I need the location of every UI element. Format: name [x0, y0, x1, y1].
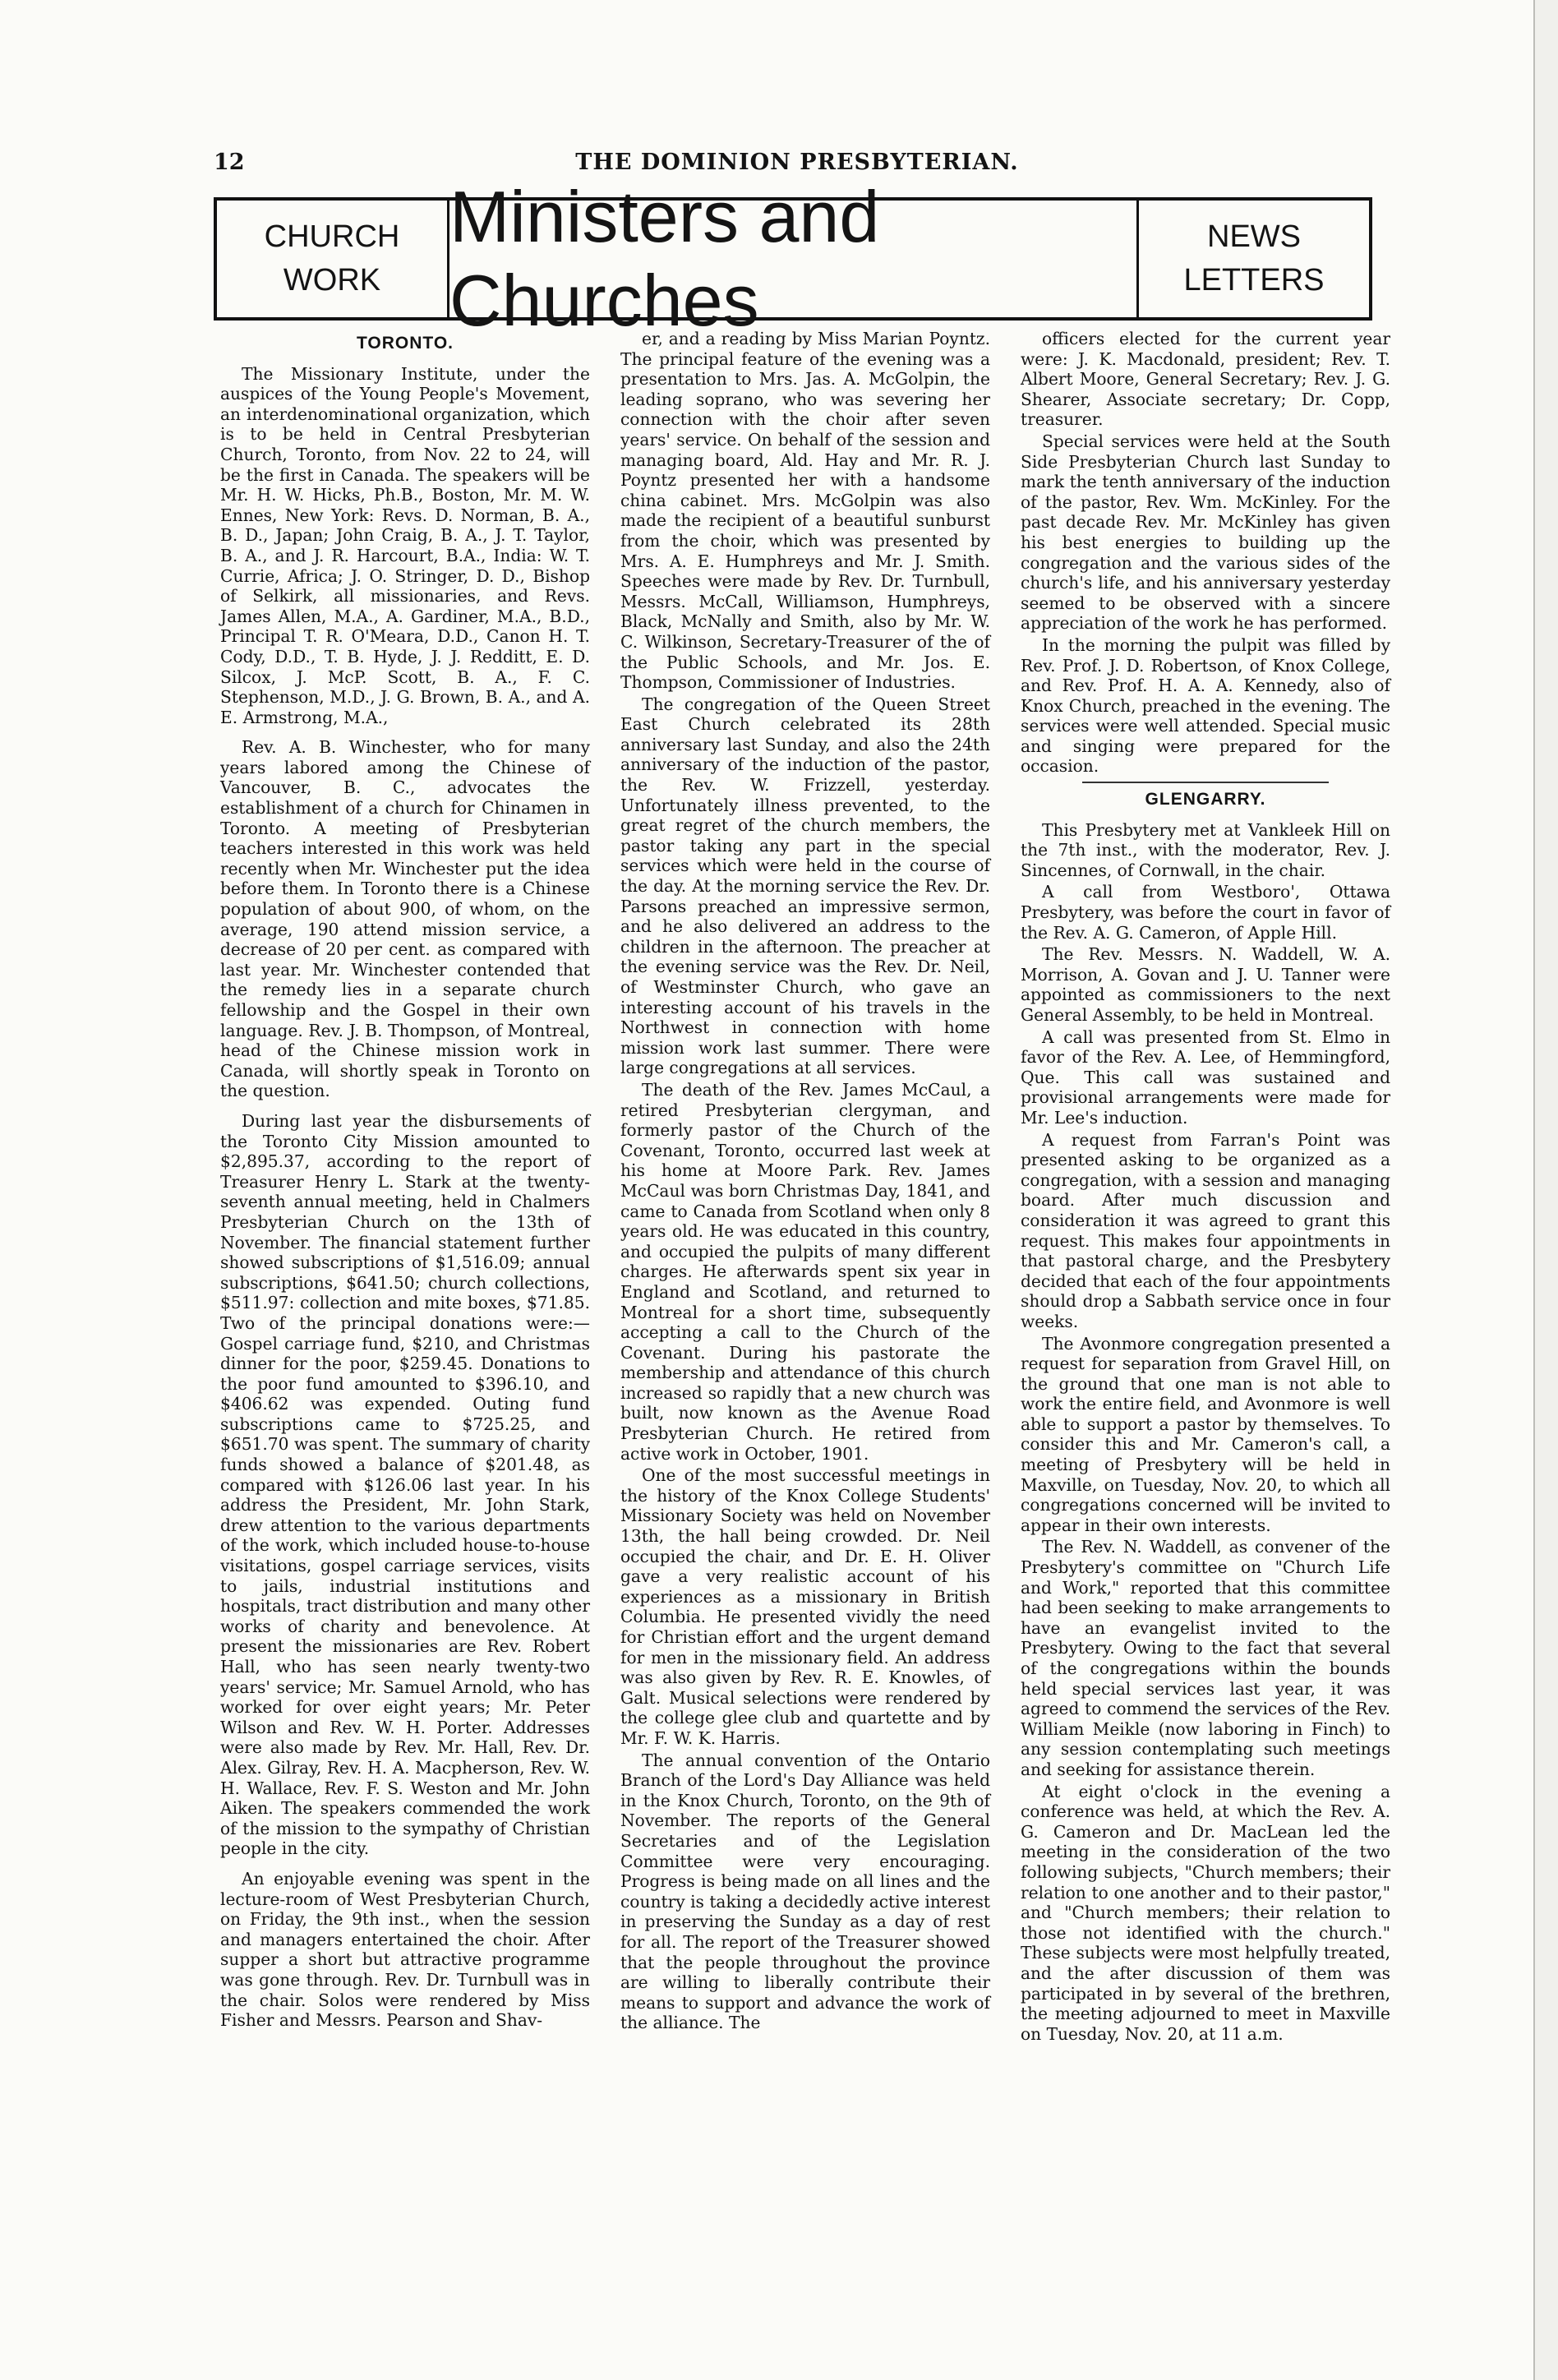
page-edge — [1533, 0, 1558, 2380]
banner-right-line2: LETTERS — [1183, 263, 1325, 298]
article-paragraph: The annual convention of the Ontario Branch of the Lord's Day Alliance was held in the Knox Church, Toronto, on the 9th of November. The reports of the General Secretaries and of the Legislation Committee were very encouraging. Progress is being made on all lines and the country is taking a decidedly active interest in preserving the Sunday as a day of rest for all. The report of the Treasurer showed that the people throughout the province are willing to liberally contribute their means to support and advance the work of the alliance. The — [620, 1750, 990, 2033]
article-paragraph: A request from Farran's Point was presented asking to be organized as a congregation, with a session and managing board. After much discussion and consideration it was agreed to grant this request. This makes four appointments in that pastoral charge, and the Presbytery decided that each of the four appointments should drop a Sabbath service once in four weeks. — [1021, 1129, 1390, 1331]
article-paragraph: Special services were held at the South Side Presbyterian Church last Sunday to mark the tenth anniversary of the induction of the pastor, Rev. Wm. McKinley. For the past decade Rev. Mr. McKinley has given his best energies to building up the congregation and the various sides of the church's life, and his anniversary yesterday seemed to be observed with a sincere appreciation of the work he has performed. — [1021, 431, 1390, 634]
article-paragraph: Rev. A. B. Winchester, who for many years labored among the Chinese of Vancouver, B. C., advocates the establishment of a church for Chinamen in Toronto. A meeting of Presbyterian teachers interested in this work was held recently when Mr. Winchester put the idea before them. In Toronto there is a Chinese population of about 900, of whom, on the average, 190 attend mission service, a decrease of 20 per cent. as compared with last year. Mr. Winchester contended that the remedy lies in a separate church fellowship and the Gospel in their own language. Rev. J. B. Thompson, of Montreal, head of the Chinese mission work in Canada, will shortly speak in Toronto on the question. — [220, 737, 590, 1101]
article-paragraph: The Missionary Institute, under the auspices of the Young People's Movement, an interdenominational organization, which is to be held in Central Presbyterian Church, Toronto, from Nov. 22 to 24, will be the first in Canada. The speakers will be Mr. H. W. Hicks, Ph.B., Boston, Mr. M. W. Ennes, New York: Revs. D. Norman, B. A., B. D., Japan; John Craig, B. A., J. T. Taylor, B. A., and J. R. Harcourt, B.A., India: W. T. Currie, Africa; J. O. Stringer, D. D., Bishop of Selkirk, all missionaries, and Revs. James Allen, M.A., A. Gardiner, M.A., B.D., Principal T. R. O'Meara, D.D., Canon H. T. Cody, D.D., T. B. Hyde, J. J. Redditt, E. D. Silcox, J. McP. Scott, B. A., F. C. Stephenson, M.D., J. G. Brown, B. A., and A. E. Armstrong, M.A., — [220, 363, 590, 727]
article-paragraph: During last year the disbursements of the Toronto City Mission amounted to $2,895.37, according to the report of Treasurer Henry L. Stark at the twenty-seventh annual meeting, held in Chalmers Presbyterian Church on the 13th of November. The financial statement further showed subscriptions of $1,516.09; annual subscriptions, $641.50; church collections, $511.97: collection and mite boxes, $71.85. Two of the principal donations were:—Gospel carriage fund, $210, and Christmas dinner for the poor, $259.45. Donations to the poor fund amounted to $396.10, and $406.62 was expended. Outing fund subscriptions came to $725.25, and $651.70 was spent. The summary of charity funds showed a balance of $201.48, as compared with $126.06 last year. In his address the President, Mr. John Stark, drew attention to the various departments of the work, which included house-to-house visitations, gospel carriage services, visits to jails, industrial institutions and hospitals, tract distribution and many other works of charity and benevolence. At present the missionaries are Rev. Robert Hall, who has seen nearly twenty-two years' service; Mr. Samuel Arnold, who has worked for over eight years; Mr. Peter Wilson and Rev. W. H. Porter. Addresses were also made by Rev. Mr. Hall, Rev. Dr. Alex. Gilray, Rev. H. A. Macpherson, Rev. W. H. Wallace, Rev. F. S. Weston and Mr. John Aiken. The speakers commended the work of the mission to the sympathy of Christian people in the city. — [220, 1110, 590, 1859]
article-paragraph: An enjoyable evening was spent in the lecture-room of West Presbyterian Church, on Friday, the 9th inst., when the session and managers entertained the choir. After supper a short but attractive programme was gone through. Rev. Dr. Turnbull was in the chair. Solos were rendered by Miss Fisher and Messrs. Pearson and Shav- — [220, 1868, 590, 2031]
banner-left-line1: CHURCH — [264, 219, 400, 254]
article-paragraph: This Presbytery met at Vankleek Hill on the 7th inst., with the moderator, Rev. J. Sincennes, of Cornwall, in the chair. — [1021, 819, 1390, 880]
banner-right-box — [1136, 201, 1369, 317]
running-title: THE DOMINION PRESBYTERIAN. — [575, 150, 1019, 175]
article-paragraph: A call from Westboro', Ottawa Presbytery, was before the court in favor of the Rev. A. G. Cameron, of Apple Hill. — [1021, 882, 1390, 943]
section-heading-glengarry: GLENGARRY. — [1145, 790, 1266, 809]
banner-right-line1: NEWS — [1207, 219, 1301, 254]
column-3 — [1021, 329, 1390, 2046]
banner-title: Ministers and Churches — [449, 176, 880, 341]
column-1 — [220, 329, 590, 2041]
article-paragraph: In the morning the pulpit was filled by Rev. Prof. J. D. Robertson, of Knox College, and Rev. Prof. H. A. A. Kennedy, also of Knox Church, preached in the evening. The services were well attended. Special music and singing were prepared for the occasion. — [1021, 634, 1390, 777]
article-paragraph: At eight o'clock in the evening a conference was held, at which the Rev. A. G. Cameron and Dr. MacLean led the meeting in the consideration of the two following subjects, "Church members; their relation to one another and to their pastor," and "Church members; their relation to those not identified with the church." These subjects were most helpfully treated, and the after discussion of them was participated in by several of the brethren, the meeting adjourned to meet in Maxville on Tuesday, Nov. 20, at 11 a.m. — [1021, 1781, 1390, 2044]
article-paragraph: er, and a reading by Miss Marian Poyntz. The principal feature of the evening was a presentation to Mrs. Jas. A. McGolpin, the leading soprano, who was severing her connection with the choir after seven years' service. On behalf of the session and managing board, Ald. Hay and Mr. R. J. Poyntz presented her with a handsome china cabinet. Mrs. McGolpin was also made the recipient of a beautiful sunburst from the choir, which was presented by Mrs. A. E. Humphreys and Mr. J. Smith. Speeches were made by Rev. Dr. Turnbull, Messrs. McCall, Williamson, Humphreys, Black, McNally and Smith, also by Mr. W. C. Wilkinson, Secretary-Treasurer of the of the Public Schools, and Mr. Jos. E. Thompson, Commissioner of Industries. — [620, 329, 990, 693]
article-paragraph: The death of the Rev. James McCaul, a retired Presbyterian clergyman, and formerly pastor of the Church of the Covenant, Toronto, occurred last week at his home at Moore Park. Rev. James McCaul was born Christmas Day, 1841, and came to Canada from Scotland when only 8 years old. He was educated in this country, and occupied the pulpits of many different charges. He afterwards spent six year in England and Scotland, and returned to Montreal for a short time, subsequently accepting a call to the Church of the Covenant. During his pastorate the membership and attendance of this church increased so rapidly that a new church was built, now known as the Avenue Road Presbyterian Church. He retired from active work in October, 1901. — [620, 1079, 990, 1464]
section-banner — [214, 176, 1372, 341]
article-paragraph: The Avonmore congregation presented a request for separation from Gravel Hill, on the ground that one man is not able to work the entire field, and Avonmore is well able to support a pastor by themselves. To consider this and Mr. Cameron's call, a meeting of Presbytery will be held in Maxville, on Tuesday, Nov. 20, to which all congregations concerned will be invited to appear in their own interests. — [1021, 1333, 1390, 1535]
banner-left-box — [217, 201, 449, 317]
article-paragraph: officers elected for the current year were: J. K. Macdonald, president; Rev. T. Albert Moore, General Secretary; Rev. J. G. Shearer, Associate secretary; Dr. Copp, treasurer. — [1021, 329, 1390, 430]
article-paragraph: A call was presented from St. Elmo in favor of the Rev. A. Lee, of Hemmingford, Que. This call was sustained and provisional arrangements were made for Mr. Lee's induction. — [1021, 1026, 1390, 1128]
article-paragraph: The congregation of the Queen Street East Church celebrated its 28th anniversary last Sunday, and also the 24th anniversary of the induction of the pastor, the Rev. W. Frizzell, yesterday. Unfortunately illness prevented, to the great regret of the church members, the pastor taking any part in the special services which were held in the course of the day. At the morning service the Rev. Dr. Parsons preached an impressive sermon, and he also delivered an address to the children in the afternoon. The preacher at the evening service was the Rev. Dr. Neil, of Westminster Church, who gave an interesting account of his travels in the Northwest in connection with home mission work last summer. There were large congregations at all services. — [620, 694, 990, 1078]
column-2 — [620, 329, 990, 2035]
section-divider — [1082, 782, 1329, 783]
article-paragraph: The Rev. N. Waddell, as convener of the Presbytery's committee on "Church Life and Work," reported that this committee had been seeking to make arrangements to have an evangelist invited to the Presbytery. Owing to the fact that several of the congregations within the bounds held special services last year, it was agreed to commend the services of the Rev. William Meikle (now laboring in Finch) to any session contemplating such meetings and seeking for assistance therein. — [1021, 1537, 1390, 1779]
section-heading-toronto: TORONTO. — [356, 334, 454, 353]
article-paragraph: One of the most successful meetings in the history of the Knox College Students' Missionary Society was held on November 13th, the hall being crowded. Dr. Neil occupied the chair, and Dr. E. H. Oliver gave a very realistic account of his experiences as a missionary in British Columbia. He presented vividly the need for Christian effort and the urgent demand for men in the missionary field. An address was also given by Rev. R. E. Knowles, of Galt. Musical selections were rendered by the college glee club and quartette and by Mr. F. W. K. Harris. — [620, 1465, 990, 1748]
article-paragraph: The Rev. Messrs. N. Waddell, W. A. Morrison, A. Govan and J. U. Tanner were appointed as commissioners to the next General Assembly, to be held in Montreal. — [1021, 944, 1390, 1025]
banner-left-line2: WORK — [283, 263, 381, 298]
page-number: 12 — [214, 150, 245, 175]
